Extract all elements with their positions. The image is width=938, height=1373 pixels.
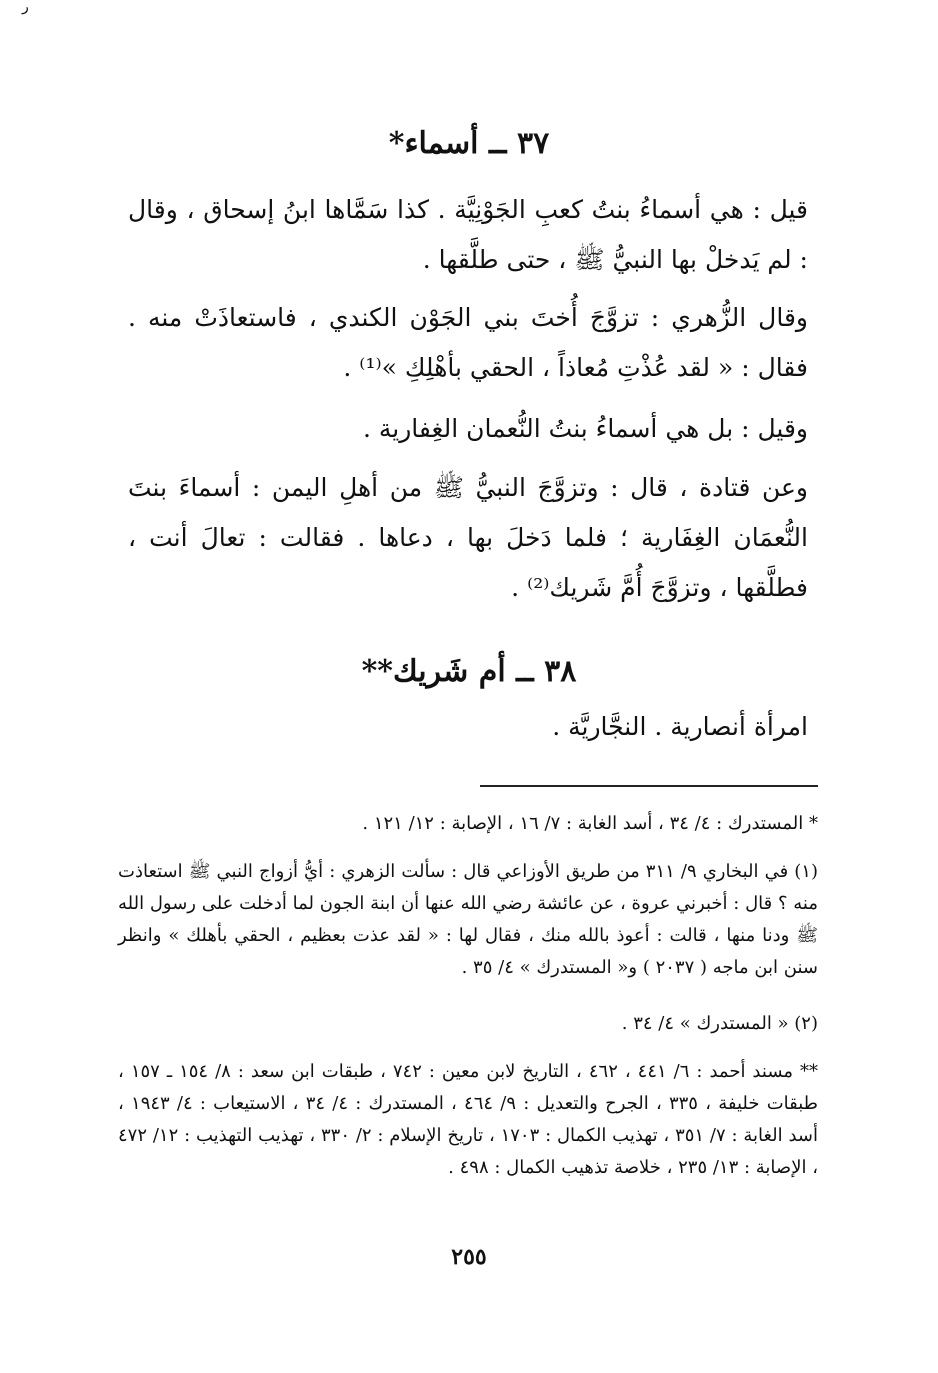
page-number: ٢٥٥ (451, 1244, 487, 1270)
footnote-separator (480, 785, 818, 787)
footnote: (١) في البخاري ٩/ ٣١١ من طريق الأوزاعي قال : سألت الزهري : أيُّ أزواج النبي ﷺ استعاذت منه ؟ قال : أخبرني عروة ، عن عائشة رضي الله عنها أن ابنة الجون لما أدخلت على رسول الله ﷺ ودنا منها ، قالت : أعوذ بالله منك ، فقال لها : « لقد عذت بعظيم ، الحقي بأهلك » وانظر سنن ابن ماجه ( ٢٠٣٧ ) و« المستدرك » ٤/ ٣٥ . (118, 861, 818, 978)
entry-paragraph: وقال الزُّهري : تزوَّجَ أُختَ بني الجَوْن الكندي ، فاستعاذَتْ منه . فقال : « لقد عُذْتِ مُعاذاً ، الحقي بأهْلِكِ »⁽¹⁾ . (128, 303, 808, 382)
corner-mark: ر (22, 0, 29, 15)
footnote: ** مسند أحمد : ٦/ ٤٤١ ، ٤٦٢ ، التاريخ لابن معين : ٧٤٢ ، طبقات ابن سعد : ٨/ ١٥٤ ـ ١٥٧ ، طبقات خليفة ، ٣٣٥ ، الجرح والتعديل : ٩/ ٤٦٤ ، المستدرك : ٤/ ٣٤ ، الاستيعاب : ٤/ ١٩٤٣ ، أسد الغابة : ٧/ ٣٥١ ، تهذيب الكمال : ١٧٠٣ ، تاريخ الإسلام : ٢/ ٣٣٠ ، تهذيب التهذيب : ١٢/ ٤٧٢ ، الإصابة : ١٣/ ٢٣٥ ، خلاصة تذهيب الكمال : ٤٩٨ . (118, 1061, 819, 1178)
footnote: * المستدرك : ٤/ ٣٤ ، أسد الغابة : ٧/ ١٦ ، الإصابة : ١٢/ ١٢١ . (362, 813, 818, 834)
entry-paragraph: امرأة أنصارية . النجَّاريَّة . (552, 712, 808, 741)
entry-paragraph: وعن قتادة ، قال : وتزوَّجَ النبيُّ ﷺ من أهلِ اليمن : أسماءَ بنتَ النُّعمَان الغِفَارية ؛ فلما دَخلَ بها ، دعاها . فقالت : تعالَ أنت ، فطلَّقها ، وتزوَّجَ أُمَّ شَريك⁽²⁾ . (128, 473, 808, 602)
footnote: (٢) « المستدرك » ٤/ ٣٤ . (621, 1013, 818, 1034)
entry-paragraph: وقيل : بل هي أسماءُ بنتُ النُّعمان الغِفارية . (362, 414, 808, 443)
entry-heading-asma: ٣٧ ــ أسماء* (388, 126, 550, 161)
entry-paragraph: قيل : هي أسماءُ بنتُ كعبِ الجَوْنِيَّة . كذا سَمَّاها ابنُ إسحاق ، وقال : لم يَدخلْ بها النبيُّ ﷺ ، حتى طلَّقها . (128, 195, 808, 274)
entry-heading-umm-sharik: ٣٨ ــ أم شَريك** (361, 654, 577, 689)
